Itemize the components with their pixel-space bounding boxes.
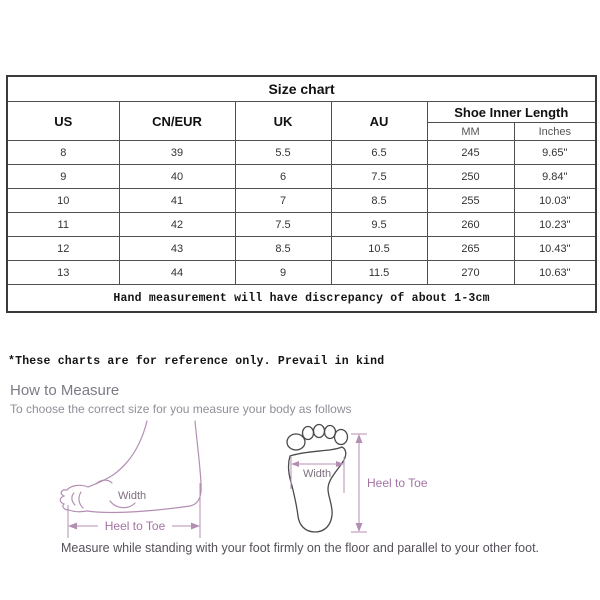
- cell-cn-eur: 44: [119, 261, 235, 285]
- cell-inches: 10.63": [514, 261, 596, 285]
- cell-au: 9.5: [331, 213, 427, 237]
- cell-cn-eur: 39: [119, 141, 235, 165]
- how-to-measure-title: How to Measure: [10, 382, 120, 399]
- table-row: [7, 237, 596, 261]
- how-to-measure-subtitle: To choose the correct size for you measure your body as follows: [10, 402, 352, 416]
- measure-instruction: Measure while standing with your foot firmly on the floor and parallel to your other foot.: [60, 541, 540, 555]
- cell-cn-eur: 42: [119, 213, 235, 237]
- cell-cn-eur: 43: [119, 237, 235, 261]
- width-label-side: Width: [118, 490, 147, 502]
- table-title: Size chart: [7, 76, 596, 102]
- table-row: [7, 213, 596, 237]
- table-title-row: [7, 76, 596, 102]
- cell-uk: 8.5: [235, 237, 331, 261]
- cell-uk: 7: [235, 189, 331, 213]
- cell-mm: 245: [427, 141, 514, 165]
- table-row: [7, 141, 596, 165]
- column-header-mm: MM: [427, 123, 514, 141]
- column-header-cn-eur: CN/EUR: [119, 102, 235, 141]
- cell-inches: 10.03": [514, 189, 596, 213]
- cell-us: 11: [7, 213, 119, 237]
- cell-mm: 250: [427, 165, 514, 189]
- cell-mm: 265: [427, 237, 514, 261]
- column-header-inches: Inches: [514, 123, 596, 141]
- heel-to-toe-label-print: Heel to Toe: [367, 476, 428, 490]
- column-header-inner-length: Shoe Inner Length: [427, 102, 596, 123]
- table-header-row: [7, 102, 596, 123]
- column-header-au: AU: [331, 102, 427, 141]
- cell-uk: 7.5: [235, 213, 331, 237]
- cell-au: 7.5: [331, 165, 427, 189]
- cell-cn-eur: 40: [119, 165, 235, 189]
- column-header-uk: UK: [235, 102, 331, 141]
- reference-note: *These charts are for reference only. Prevail in kind: [8, 355, 385, 368]
- cell-inches: 9.65": [514, 141, 596, 165]
- cell-inches: 10.43": [514, 237, 596, 261]
- cell-au: 6.5: [331, 141, 427, 165]
- cell-us: 10: [7, 189, 119, 213]
- cell-uk: 6: [235, 165, 331, 189]
- column-header-us: US: [7, 102, 119, 141]
- cell-au: 11.5: [331, 261, 427, 285]
- table-row: [7, 189, 596, 213]
- cell-us: 8: [7, 141, 119, 165]
- cell-mm: 260: [427, 213, 514, 237]
- heel-to-toe-arrow-print: [351, 434, 367, 532]
- cell-au: 8.5: [331, 189, 427, 213]
- cell-inches: 9.84": [514, 165, 596, 189]
- size-chart-table: [6, 75, 597, 313]
- cell-cn-eur: 41: [119, 189, 235, 213]
- heel-to-toe-label-side: Heel to Toe: [104, 519, 166, 533]
- table-row: [7, 165, 596, 189]
- cell-inches: 10.23": [514, 213, 596, 237]
- table-row: [7, 261, 596, 285]
- cell-us: 12: [7, 237, 119, 261]
- cell-us: 9: [7, 165, 119, 189]
- table-footnote: Hand measurement will have discrepancy of about 1-3cm: [7, 285, 596, 313]
- cell-uk: 5.5: [235, 141, 331, 165]
- table-footnote-row: [7, 285, 596, 313]
- cell-mm: 255: [427, 189, 514, 213]
- cell-au: 10.5: [331, 237, 427, 261]
- width-label-print: Width: [302, 468, 332, 480]
- foot-measure-diagram: [40, 413, 500, 548]
- cell-mm: 270: [427, 261, 514, 285]
- cell-uk: 9: [235, 261, 331, 285]
- cell-us: 13: [7, 261, 119, 285]
